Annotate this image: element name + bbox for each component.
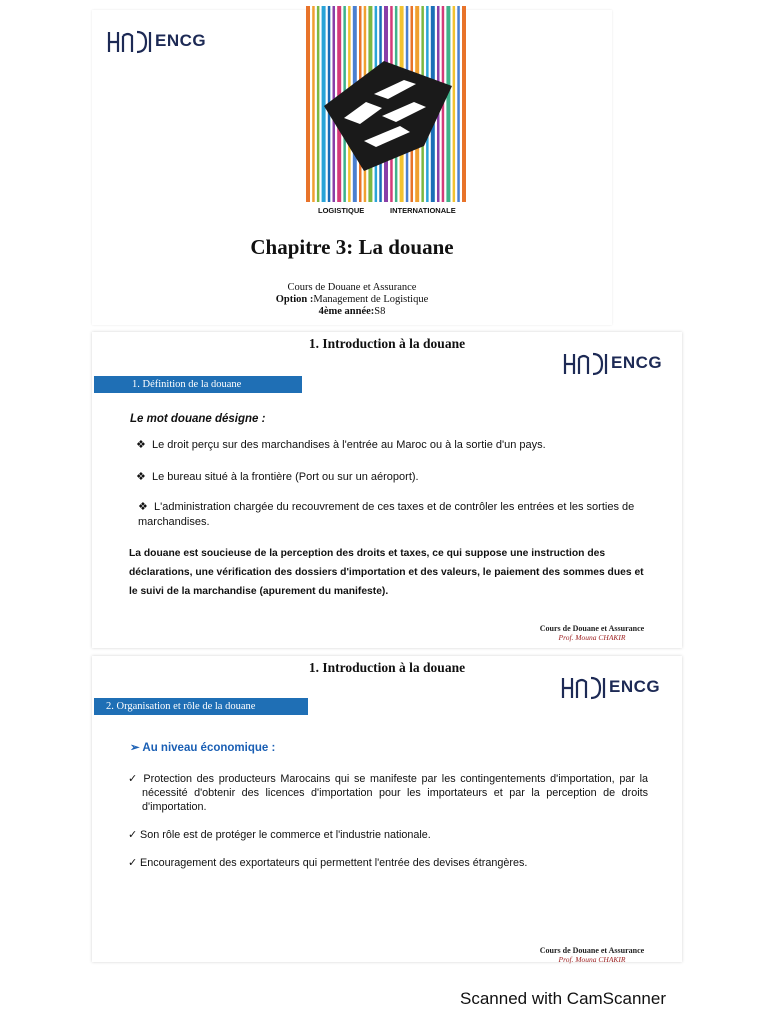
encg-emblem-icon bbox=[562, 350, 608, 376]
option-label: Option : bbox=[275, 294, 314, 305]
logo-text: ENCG bbox=[611, 353, 663, 372]
intro-label: Le mot douane désigne : bbox=[130, 413, 266, 425]
check-icon: ✓ bbox=[128, 857, 141, 869]
section-bar-definition: 1. Définition de la douane bbox=[94, 376, 302, 393]
bullet-item: ❖ Le bureau situé à la frontière (Port ou sur un aéroport). bbox=[136, 471, 419, 483]
check-item: ✓ Encouragement des exportateurs qui permettent l'entrée des devises étrangères. bbox=[128, 857, 528, 869]
check-item: ✓ Protection des producteurs Marocains qui se manifeste par les contingentements d'importation, par la nécessité d'obtenir des licences d'importation pour les importateurs et par la perception de droits d'importation. bbox=[128, 773, 648, 813]
barcode-stripe bbox=[453, 6, 456, 206]
logo-text: ENCG bbox=[609, 677, 661, 696]
slide-footer bbox=[512, 946, 672, 964]
slide-footer bbox=[512, 624, 672, 642]
logo-text: ENCG bbox=[155, 31, 207, 50]
footer-course: Cours de Douane et Assurance bbox=[539, 624, 645, 633]
slide-heading: 1. Introduction à la douane bbox=[308, 660, 466, 675]
barcode-stripe bbox=[446, 6, 450, 206]
barcode-stripe bbox=[457, 6, 460, 206]
diamond-bullet-icon: ❖ bbox=[136, 439, 146, 451]
economic-heading: ➢ Au niveau économique : bbox=[130, 742, 276, 754]
barcode-stripe bbox=[306, 6, 310, 206]
diamond-bullet-icon: ❖ bbox=[138, 501, 148, 513]
encg-logo bbox=[562, 350, 662, 376]
check-icon: ✓ bbox=[128, 829, 141, 841]
footer-prof: Prof. Mouna CHAKIR bbox=[558, 633, 626, 642]
encg-emblem-icon bbox=[560, 674, 606, 700]
section-bar-organisation: 2. Organisation et rôle de la douane bbox=[94, 698, 308, 715]
encg-logo bbox=[106, 28, 206, 54]
year-value: S8 bbox=[374, 306, 386, 317]
definition-paragraph: La douane est soucieuse de la perception des droits et taxes, ce qui suppose une instruction des déclarations, une vérification des dossiers d'importation et des valeurs, le paiement des sommes dues et le suivi de la marchandise (apurement du manifeste). bbox=[129, 548, 644, 597]
barcode-stripe bbox=[462, 6, 466, 206]
slide-cover bbox=[92, 10, 612, 325]
slide-organisation bbox=[92, 656, 682, 962]
footer-prof: Prof. Mouna CHAKIR bbox=[558, 955, 626, 964]
barcode-stripe bbox=[317, 6, 320, 206]
arrow-bullet-icon: ➢ bbox=[130, 742, 143, 754]
bullet-item: ❖ L'administration chargée du recouvrement de ces taxes et de contrôler les entrées et les sorties de marchandises. bbox=[138, 501, 635, 528]
diamond-bullet-icon: ❖ bbox=[136, 471, 146, 483]
slide-definition bbox=[92, 332, 682, 648]
chapter-title: Chapitre 3: La douane bbox=[250, 235, 454, 259]
encg-emblem-icon bbox=[106, 28, 152, 54]
footer-course: Cours de Douane et Assurance bbox=[539, 946, 645, 955]
check-item: ✓ Son rôle est de protéger le commerce et l'industrie nationale. bbox=[128, 829, 431, 841]
bullet-item: ❖ Le droit perçu sur des marchandises à l'entrée au Maroc ou à la sortie d'un pays. bbox=[136, 439, 546, 451]
slide-heading: 1. Introduction à la douane bbox=[308, 336, 466, 351]
logistics-barcode-illustration bbox=[304, 6, 470, 216]
camscanner-watermark: Scanned with CamScanner bbox=[460, 989, 667, 1008]
option-line bbox=[92, 294, 612, 305]
check-icon: ✓ bbox=[128, 773, 144, 785]
encg-logo bbox=[560, 674, 660, 700]
year-line bbox=[92, 306, 612, 317]
year-label: 4ème année: bbox=[318, 306, 375, 317]
option-value: Management de Logistique bbox=[313, 294, 429, 305]
cover-label-internationale: INTERNATIONALE bbox=[390, 206, 456, 215]
course-name: Cours de Douane et Assurance bbox=[287, 282, 417, 293]
barcode-stripe bbox=[312, 6, 315, 206]
cover-label-logistique: LOGISTIQUE bbox=[318, 206, 365, 215]
